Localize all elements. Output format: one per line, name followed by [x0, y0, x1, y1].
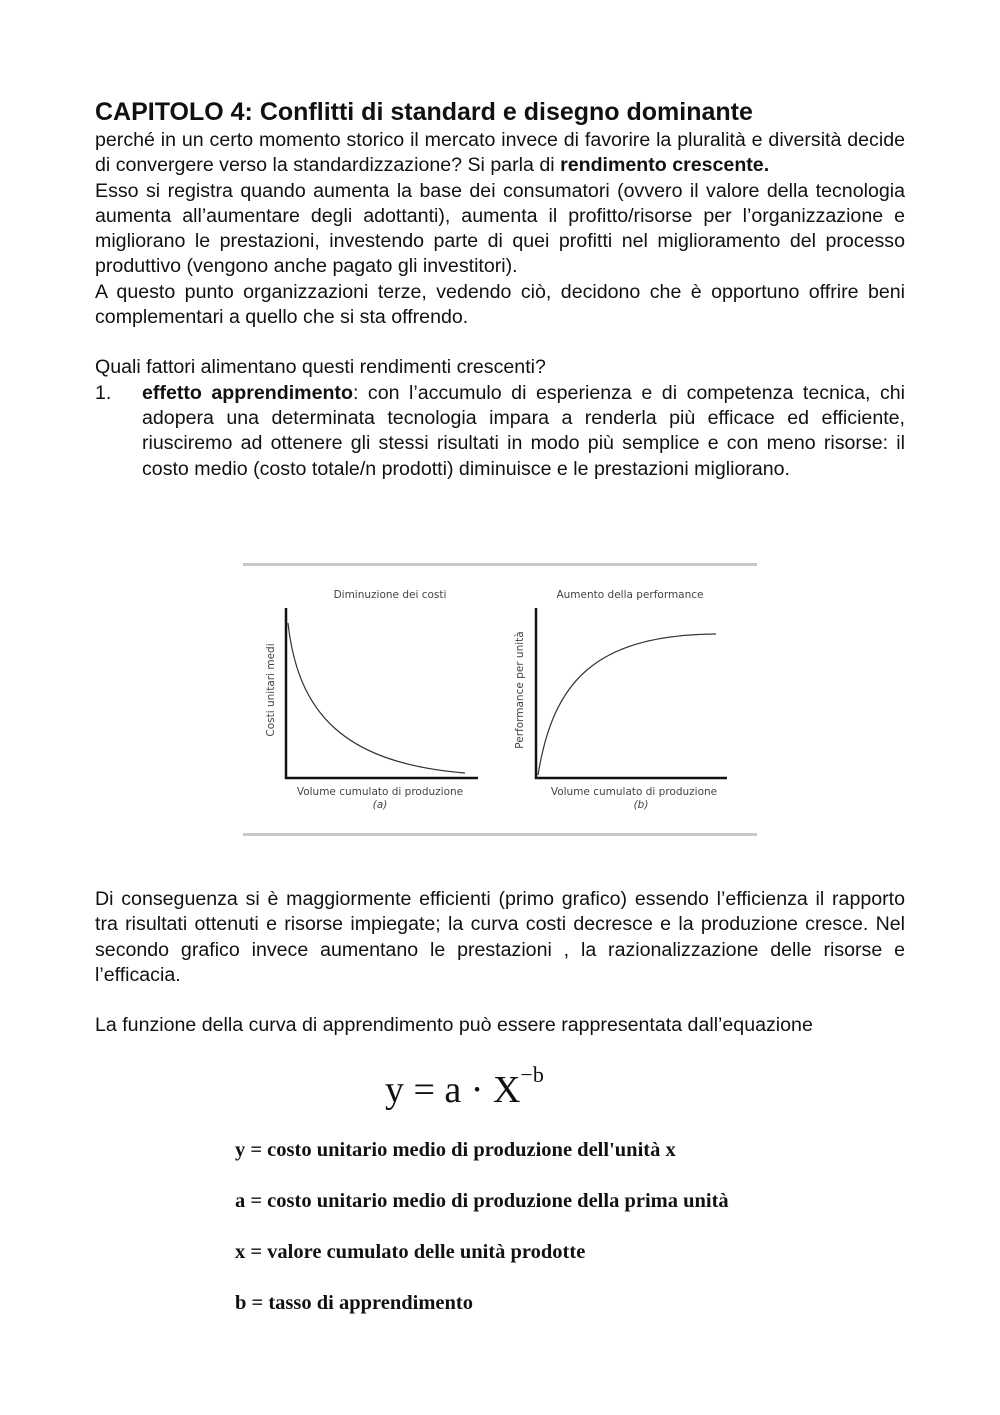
document-body: [95, 96, 905, 482]
right-chart-title: Aumento della performance: [556, 589, 704, 601]
list-number: 1.: [95, 381, 112, 404]
learning-curve-figure: [243, 563, 757, 839]
definition-a: a = costo unitario medio di produzione della prima unità: [235, 1190, 729, 1212]
question-paragraph: Quali fattori alimentano questi rendimenti crescenti?: [95, 356, 546, 379]
list-text: : con l’accumulo di esperienza e di competenza tecnica, chi adopera una determinata tecnologia impara a renderla più efficace ed efficiente, riusciremo ad ottenere gli stessi risultati in modo più semplice e con meno risorse: il costo medio (costo totale/n prodotti) diminuisce e le prestazioni migliorano.: [142, 381, 905, 480]
equation-base: y = a · X: [385, 1069, 521, 1111]
paragraph-complementary-goods: A questo punto organizzazioni terze, vedendo ciò, decidono che è opportuno offrire beni complementari a quello che si sta offrendo.: [95, 280, 905, 329]
right-chart-caption: (b): [633, 799, 649, 811]
document-body-lower: [95, 887, 905, 1038]
learning-curve-equation: [385, 1062, 544, 1112]
list-body: [142, 381, 905, 482]
left-chart-title: Diminuzione dei costi: [333, 589, 447, 601]
figure-graphics: [243, 563, 757, 839]
definition-y: y = costo unitario medio di produzione dell'unità x: [235, 1139, 676, 1161]
right-chart-ylabel: Performance per unità: [514, 631, 526, 749]
performance-curve: [538, 634, 716, 775]
equation-exponent: −b: [520, 1062, 544, 1088]
list-item: [95, 381, 905, 482]
intro-text: perché in un certo momento storico il mercato invece di favorire la pluralità e diversità decide di convergere verso la standardizzazione? Si parla di: [95, 129, 905, 177]
left-chart-caption: (a): [372, 799, 388, 811]
chapter-title: CAPITOLO 4: Conflitti di standard e disegno dominante: [95, 98, 753, 126]
left-chart-ylabel: Costi unitari medi: [265, 643, 277, 737]
equation-definitions: [235, 1135, 729, 1339]
definition-x: x = valore cumulato delle unità prodotte: [235, 1241, 586, 1263]
paragraph-efficiency: Di conseguenza si è maggiormente efficienti (primo grafico) essendo l’efficienza il rapporto tra risultati ottenuti e risorse impiegate; la curva costi decresce e la produzione cresce. Nel secondo grafico invece aumentano le prestazioni , la razionalizzazione delle risorse e l’efficacia.: [95, 888, 905, 986]
left-chart-xlabel: Volume cumulato di produzione: [296, 786, 464, 798]
paragraph-equation-intro: La funzione della curva di apprendimento può essere rappresentata dall’equazione: [95, 1014, 813, 1037]
figure-bottom-rule: [243, 833, 757, 836]
definition-b: b = tasso di apprendimento: [235, 1292, 473, 1314]
paragraph-increasing-returns: Esso si registra quando aumenta la base dei consumatori (ovvero il valore della tecnologia aumenta all’aumentare degli adottanti), aumenta il profitto/risorse per l’organizzazione e migliorano le prestazioni, investendo parte di quei profitti nel miglioramento del processo produttivo (vengono anche pagato gli investitori).: [95, 179, 905, 278]
intro-paragraph: [95, 128, 905, 179]
right-chart-xlabel: Volume cumulato di produzione: [550, 786, 718, 798]
cost-curve: [288, 623, 465, 773]
list-bold: effetto apprendimento: [142, 381, 353, 404]
intro-bold: rendimento crescente.: [560, 154, 770, 177]
